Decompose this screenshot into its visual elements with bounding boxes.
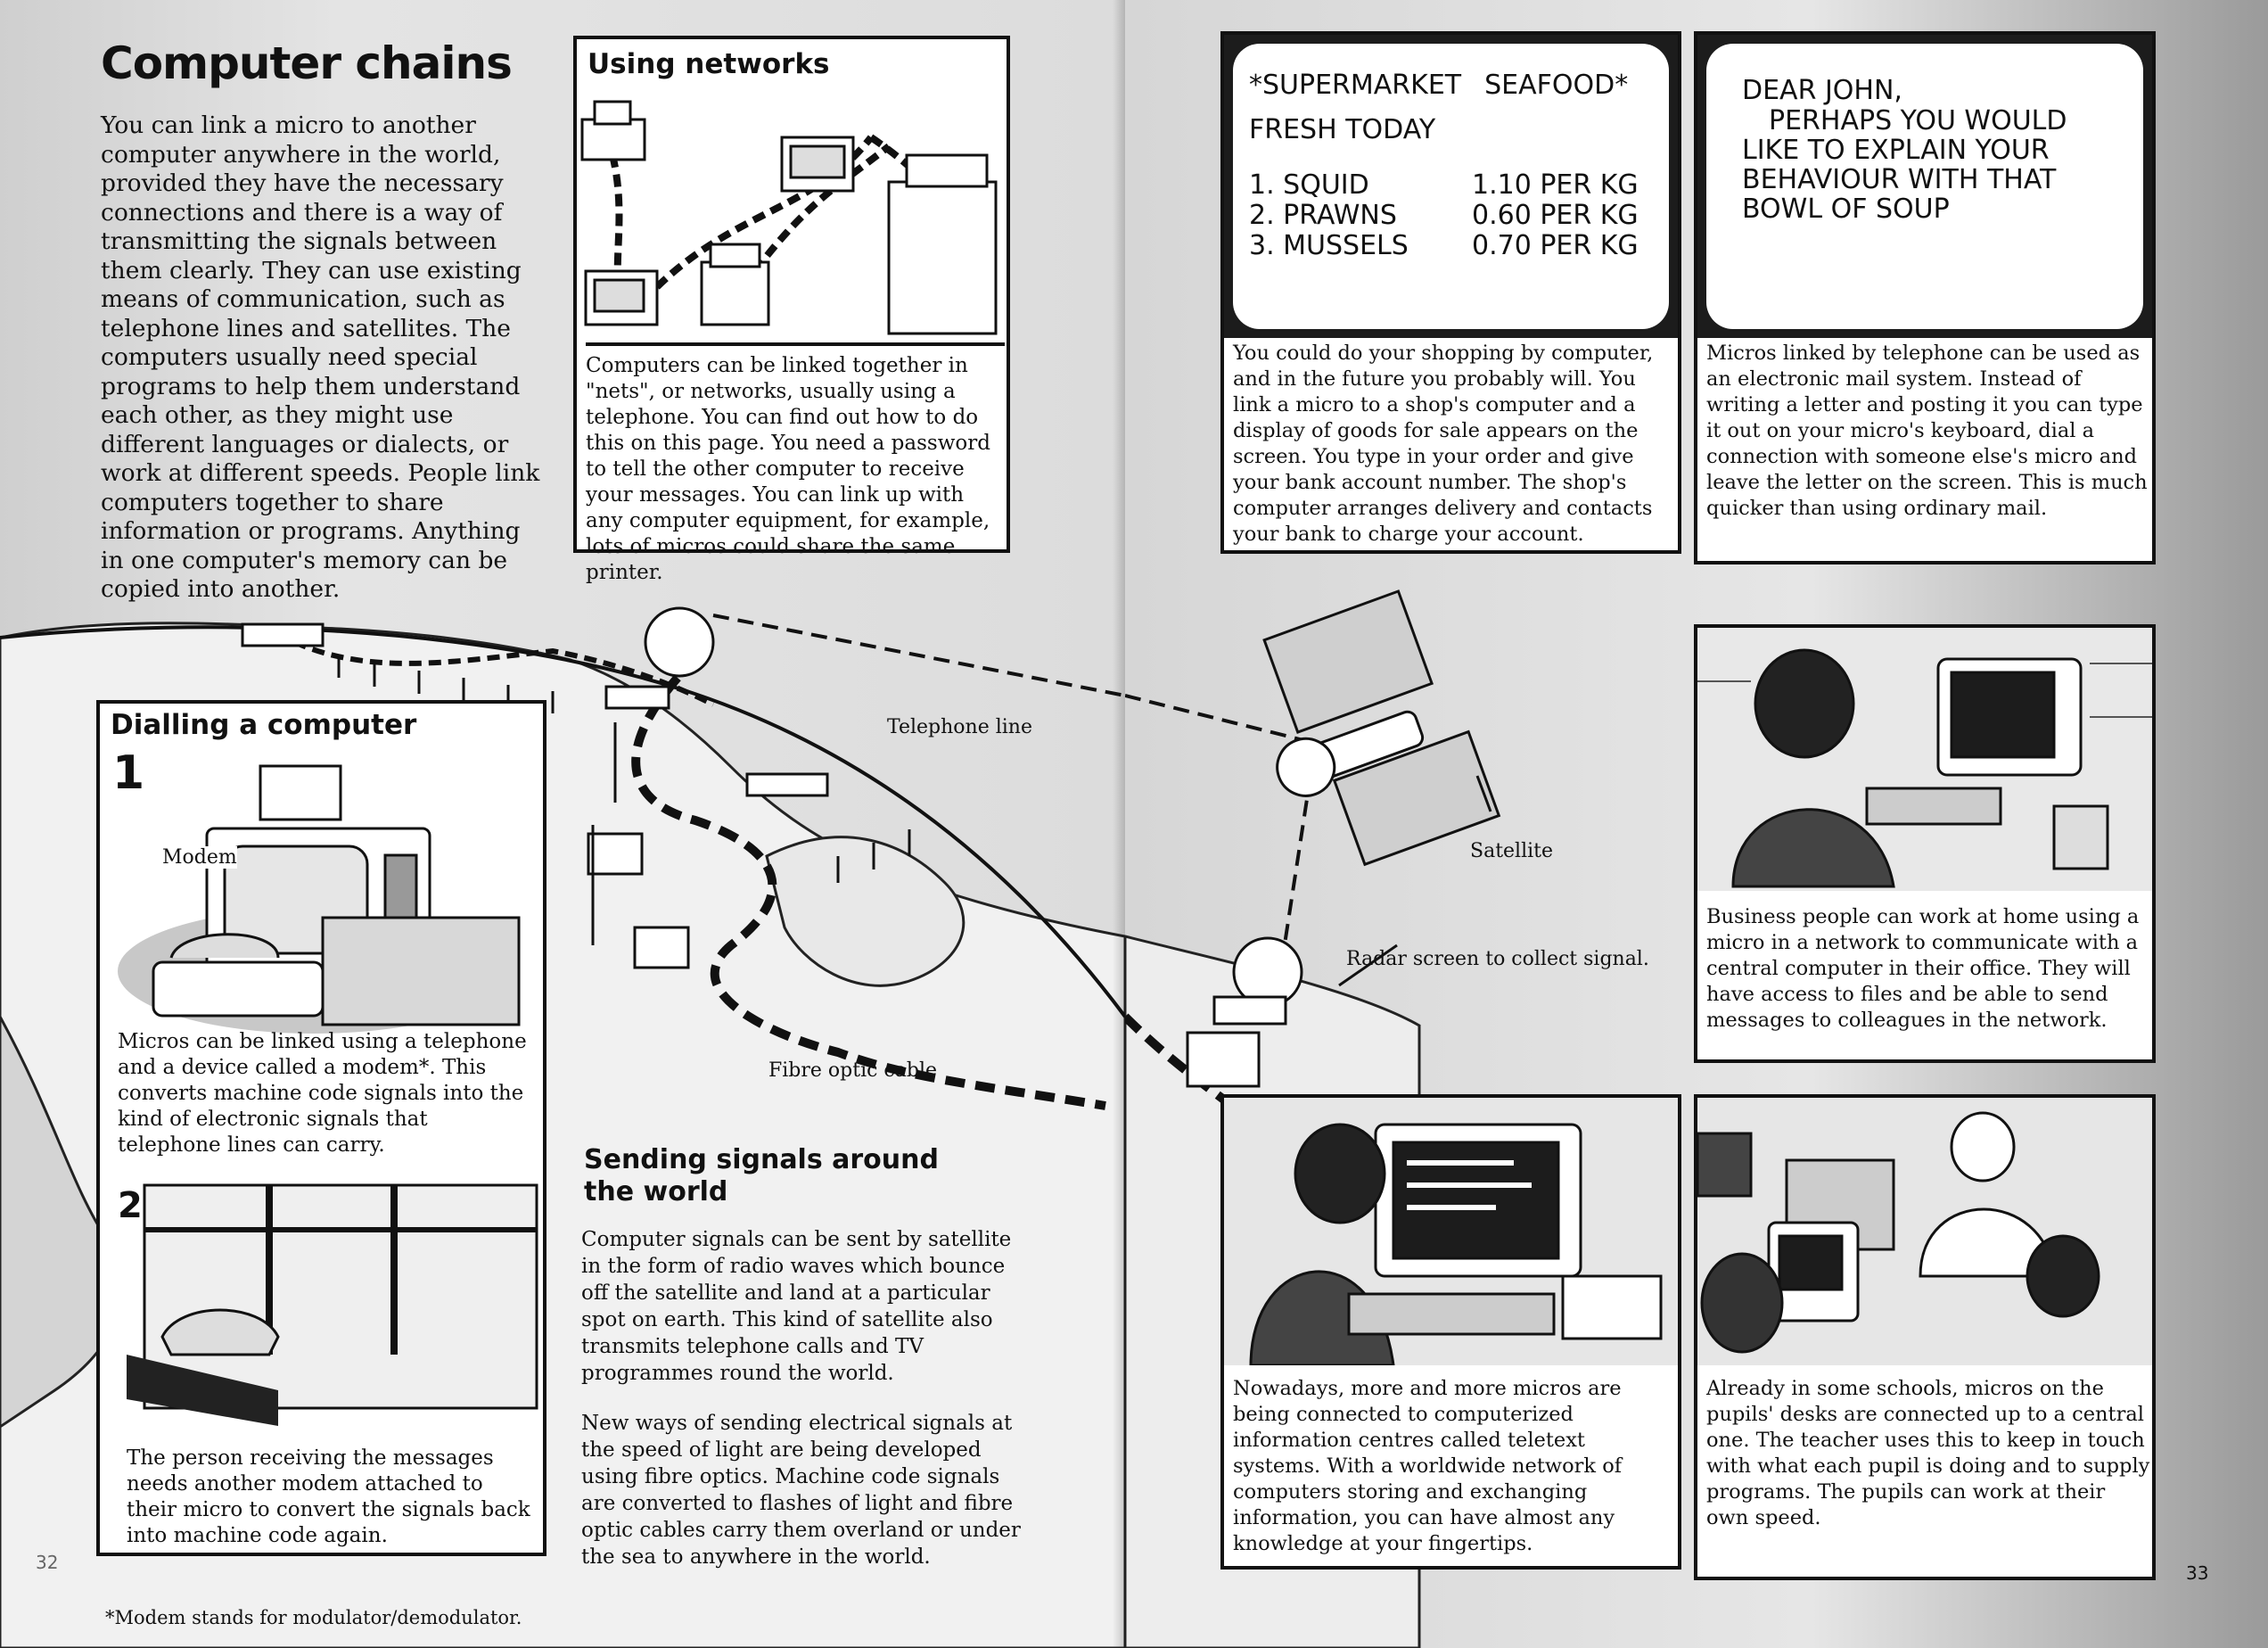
teletext-illustration: [1224, 1098, 1678, 1365]
schools-caption: Already in some schools, micros on the pupils' desks are connected up to a central one. The teacher uses this to keep in touch with what each pupil is doing and to supply programs. The pupils can work at their own speed.: [1706, 1377, 2150, 1529]
item-price: 1.10 PER KG: [1472, 169, 1639, 201]
mail-caption: Micros linked by telephone can be used as an electronic mail system. Instead of writing a letter and posting it you can type it out on your micro's keyboard, dial a connection with someone else's micro and leave the letter on the screen. This is much quicker than using ordinary mail.: [1706, 342, 2148, 520]
business-illustration: [1697, 628, 2152, 891]
dialling-caption-1: Micros can be linked using a telephone and a device called a modem*. This converts machine code signals into the kind of electronic signals that telephone lines can carry.: [118, 1030, 527, 1157]
letter-line: DEAR JOHN,: [1742, 75, 1902, 106]
sending-para-1: Computer signals can be sent by satellite in the form of radio waves which bounce off the satellite and land at a particular spot on earth. This kind of satellite also transmits telephone calls and TV programmes round the world.: [581, 1228, 1012, 1385]
supermarket-caption: You could do your shopping by computer, and in the future you probably will. You link a micro to a shop's computer and a display of goods for sale appears on the screen. You type in your order and give your bank account number. The shop's computer arranges delivery and contacts your bank to charge your account.: [1233, 342, 1654, 546]
item-price: 0.70 PER KG: [1472, 230, 1639, 261]
modem-label: Modem: [162, 846, 237, 869]
step-2-number: 2: [118, 1185, 143, 1226]
network-illustration: [577, 84, 1007, 369]
left-page: [0, 0, 1125, 1648]
letter-line: BEHAVIOUR WITH THAT: [1742, 164, 2057, 195]
item-name: 3. MUSSELS: [1249, 230, 1409, 261]
letter-line: PERHAPS YOU WOULD: [1769, 105, 2067, 136]
telephone-line-label: Telephone line: [887, 716, 1032, 738]
item-name: 2. PRAWNS: [1249, 200, 1397, 231]
item-row: [1249, 231, 1641, 261]
letter-display: [1706, 44, 2143, 329]
footnote: *Modem stands for modulator/demodulator.: [105, 1607, 522, 1628]
item-price: 0.60 PER KG: [1472, 200, 1639, 231]
supermarket-header-a: *SUPERMARKET: [1249, 70, 1462, 101]
using-networks-box: [573, 36, 1010, 584]
dialling-box: [96, 700, 546, 1556]
schools-box: [1694, 1094, 2156, 1580]
item-row: [1249, 201, 1641, 231]
supermarket-display: [1233, 44, 1669, 329]
page-title: Computer chains: [101, 37, 512, 89]
page-number-right: 33: [2186, 1562, 2209, 1584]
dialling-title: Dialling a computer: [111, 709, 417, 741]
business-box: [1694, 624, 2156, 1063]
dialling-caption-2: The person receiving the messages needs another modem attached to their micro to convert the signals back into machine code again.: [127, 1446, 530, 1547]
supermarket-box: [1220, 31, 1681, 554]
receiving-phone-illustration: [100, 1176, 543, 1426]
intro-text: You can link a micro to another computer anywhere in the world, provided they have the necessary connections and there is a way of transmitting the signals between them clearly. They can use existing means of communication, such as telephone lines and satellites. The computers usually need special programs to help them understand each other, as they might use different languages or dialects, or work at different speeds. People link computers together to share information or programs. Anything in one computer's memory can be copied into another.: [101, 111, 540, 603]
page-number-left: 32: [36, 1552, 59, 1573]
item-name: 1. SQUID: [1249, 169, 1369, 201]
sending-para-2: New ways of sending electrical signals at the speed of light are being developed using fibre optics. Machine code signals are converted to flashes of light and fibre optic cables carry them overland or under the sea to anywhere in the world.: [581, 1412, 1021, 1569]
teletext-box: [1220, 1094, 1681, 1570]
using-networks-title: Using networks: [588, 48, 830, 80]
satellite-label: Satellite: [1470, 840, 1554, 862]
business-caption: Business people can work at home using a micro in a network to communicate with a central computer in their office. They will have access to files and be able to send messages to colleagues in the network.: [1706, 905, 2140, 1032]
using-networks-caption: Computers can be linked together in "nets", or networks, usually using a telephone. You can find out how to do this on this page. You need a password to tell the other computer to receive your messages. You can link up with any computer equipment, for example, lots of micros could share the same printer.: [586, 342, 1005, 586]
supermarket-screen: [1224, 35, 1678, 338]
mail-box: [1694, 31, 2156, 564]
item-row: [1249, 170, 1641, 201]
fibre-optic-label: Fibre optic cable: [768, 1059, 938, 1082]
sending-title: Sending signals around the world: [584, 1144, 939, 1207]
supermarket-header-b: SEAFOOD*: [1484, 70, 1629, 101]
fresh-today-line: FRESH TODAY: [1249, 114, 1436, 145]
step-1-number: 1: [112, 746, 145, 800]
right-page: [1125, 0, 2268, 1648]
modem-illustration: [100, 739, 543, 1042]
letter-line: LIKE TO EXPLAIN YOUR: [1742, 135, 2050, 166]
teletext-caption: Nowadays, more and more micros are being connected to computerized information centres called teletext systems. With a worldwide network of computers storing and exchanging information, you can have almost any knowledge at your fingertips.: [1233, 1377, 1623, 1555]
letter-line: BOWL OF SOUP: [1742, 194, 1950, 225]
radar-label: Radar screen to collect signal.: [1346, 948, 1649, 970]
letter-screen: [1697, 35, 2152, 338]
schools-illustration: [1697, 1098, 2152, 1365]
